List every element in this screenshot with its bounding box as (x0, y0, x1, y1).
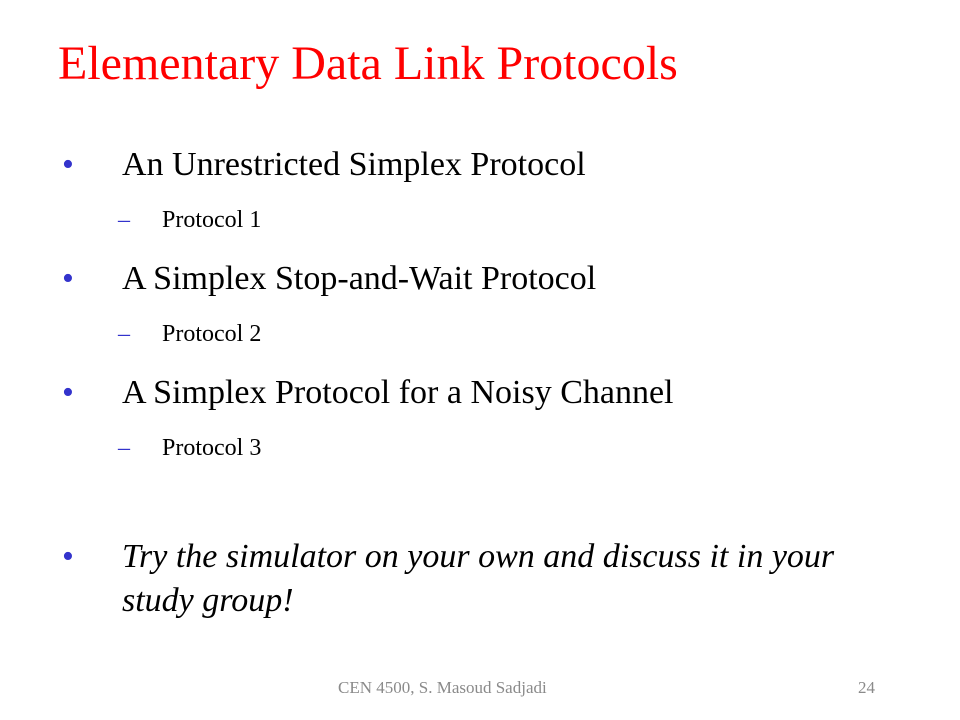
bullet-dot: • (62, 260, 74, 297)
sub-dash: – (118, 321, 130, 347)
bullet-text: Try the simulator on your own and discuss it in your study group! (122, 538, 835, 619)
sub-dash: – (118, 435, 130, 461)
footer-course: CEN 4500, S. Masoud Sadjadi (338, 678, 547, 697)
sub-text: Protocol 1 (162, 207, 262, 233)
slide-title: Elementary Data Link Protocols (58, 37, 678, 90)
bullet-text: An Unrestricted Simplex Protocol (122, 146, 586, 183)
sub-text: Protocol 2 (162, 321, 262, 347)
page-number: 24 (858, 678, 875, 697)
bullet-dot: • (62, 538, 74, 575)
bullet-text: A Simplex Stop-and-Wait Protocol (122, 260, 597, 297)
sub-text: Protocol 3 (162, 435, 262, 461)
bullet-dot: • (62, 374, 74, 411)
bullet-text: A Simplex Protocol for a Noisy Channel (122, 374, 674, 411)
sub-dash: – (118, 207, 130, 233)
bullet-dot: • (62, 146, 74, 183)
